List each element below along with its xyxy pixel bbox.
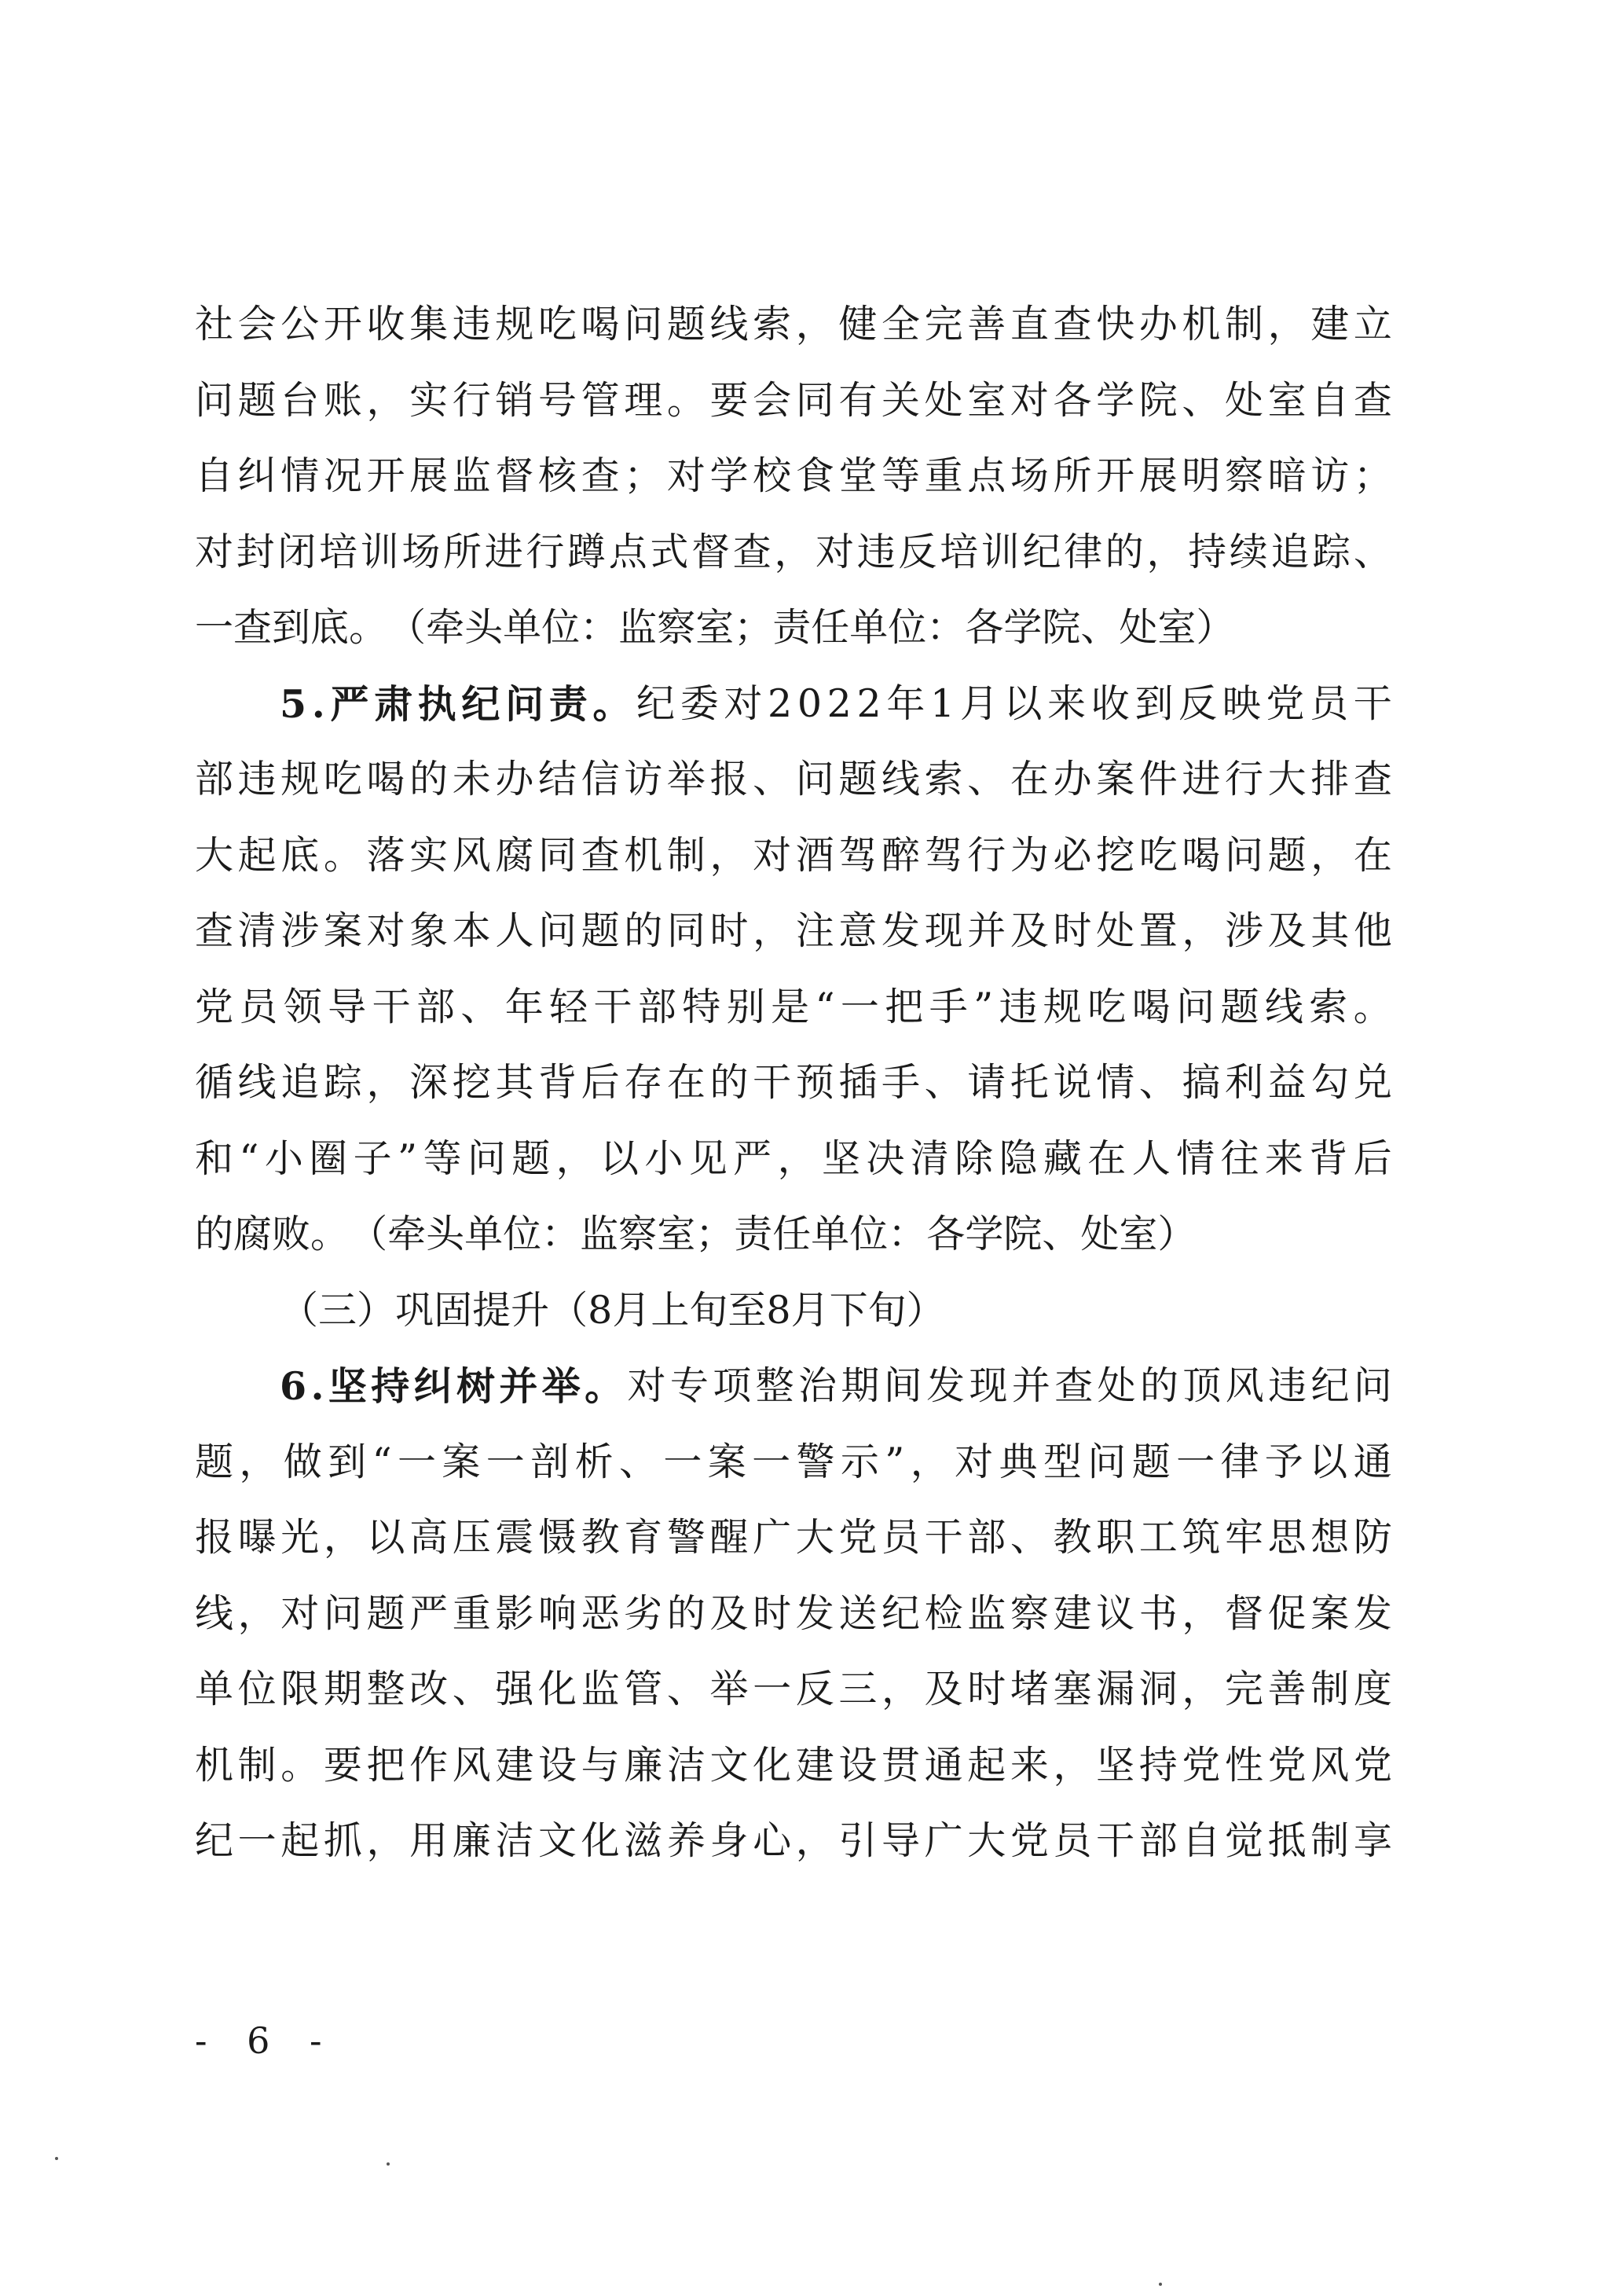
text-line: 一 查 到 底 。 （ 牵 头 单 位 ： 监 察 室 ； 责 任 单 位 ： 各 学 院 、 处 室 ）	[195, 605, 1235, 650]
text-line: 报 曝 光 ， 以 高 压 震 慑 教 育 警 醒 广 大 党 员 干 部 、 教 职 工 筑 牢 思 想 防	[195, 1515, 1392, 1560]
scan-speck	[55, 2157, 58, 2160]
text-line: 查 清 涉 案 对 象 本 人 问 题 的 同 时 ， 注 意 发 现 并 及 时 处 置 ， 涉 及 其 他	[195, 908, 1392, 953]
text-line: 机 制 。 要 把 作 风 建 设 与 廉 洁 文 化 建 设 贯 通 起 来 ， 坚 持 党 性 党 风 党	[195, 1742, 1392, 1788]
text-line: 和 “ 小 圈 子 ” 等 问 题 ， 以 小 见 严 ， 坚 决 清 除 隐 藏 在 人 情 往 来 背 后	[195, 1135, 1392, 1181]
text-line: 题 ， 做 到 “ 一 案 一 剖 析 、 一 案 一 警 示 ” ， 对 典 型 问 题 一 律 予 以 通	[195, 1439, 1392, 1484]
scan-speck	[1159, 2283, 1162, 2286]
scan-speck	[387, 2162, 390, 2166]
text-line: 部 违 规 吃 喝 的 未 办 结 信 访 举 报 、 问 题 线 索 、 在 办 案 件 进 行 大 排 查	[195, 757, 1392, 801]
text-line: 社 会 公 开 收 集 违 规 吃 喝 问 题 线 索 ， 健 全 完 善 直 查 快 办 机 制 ， 建 立	[195, 302, 1392, 347]
text-line: 线 ， 对 问 题 严 重 影 响 恶 劣 的 及 时 发 送 纪 检 监 察 建 议 书 ， 督 促 案 发	[195, 1590, 1392, 1636]
document-body	[195, 287, 1392, 1880]
text-line: 大 起 底 。 落 实 风 腐 同 查 机 制 ， 对 酒 驾 醉 驾 行 为 必 挖 吃 喝 问 题 ， 在	[195, 832, 1392, 878]
text-line: 问 题 台 账 ， 实 行 销 号 管 理 。 要 会 同 有 关 处 室 对 各 学 院 、 处 室 自 查	[195, 377, 1392, 423]
text-line: 党 员 领 导 干 部 、 年 轻 干 部 特 别 是 “ 一 把 手 ” 违 规 吃 喝 问 题 线 索 。	[195, 984, 1392, 1029]
text-line: 纪 一 起 抓 ， 用 廉 洁 文 化 滋 养 身 心 ， 引 导 广 大 党 员 干 部 自 觉 抵 制 享	[195, 1818, 1392, 1863]
page-number: - 6 -	[195, 2019, 336, 2062]
text-line: 单 位 限 期 整 改 、 强 化 监 管 、 举 一 反 三 ， 及 时 堵 塞 漏 洞 ， 完 善 制 度	[195, 1667, 1392, 1711]
text-line: 循 线 追 踪 ， 深 挖 其 背 后 存 在 的 干 预 插 手 、 请 托 说 情 、 搞 利 益 勾 兑	[195, 1060, 1392, 1105]
text-line: （ 三 ） 巩 固 提 升 （ 8 月 上 旬 至 8 月 下 旬 ）	[280, 1287, 945, 1333]
text-line: 6 . 坚 持 纠 树 并 举 。 对 专 项 整 治 期 间 发 现 并 查 处 的 顶 风 违 纪 问	[280, 1363, 1392, 1409]
text-line: 5 . 严 肃 执 纪 问 责 。 纪 委 对 2 0 2 2 年 1 月 以 来 收 到 反 映 党 员 干	[280, 680, 1392, 727]
text-line: 自 纠 情 况 开 展 监 督 核 查 ； 对 学 校 食 堂 等 重 点 场 所 开 展 明 察 暗 访 ；	[195, 453, 1392, 498]
text-line: 对 封 闭 培 训 场 所 进 行 蹲 点 式 督 查 ， 对 违 反 培 训 纪 律 的 ， 持 续 追 踪 、	[195, 529, 1392, 574]
text-line: 的 腐 败 。 （ 牵 头 单 位 ： 监 察 室 ； 责 任 单 位 ： 各 学 院 、 处 室 ）	[195, 1212, 1197, 1256]
